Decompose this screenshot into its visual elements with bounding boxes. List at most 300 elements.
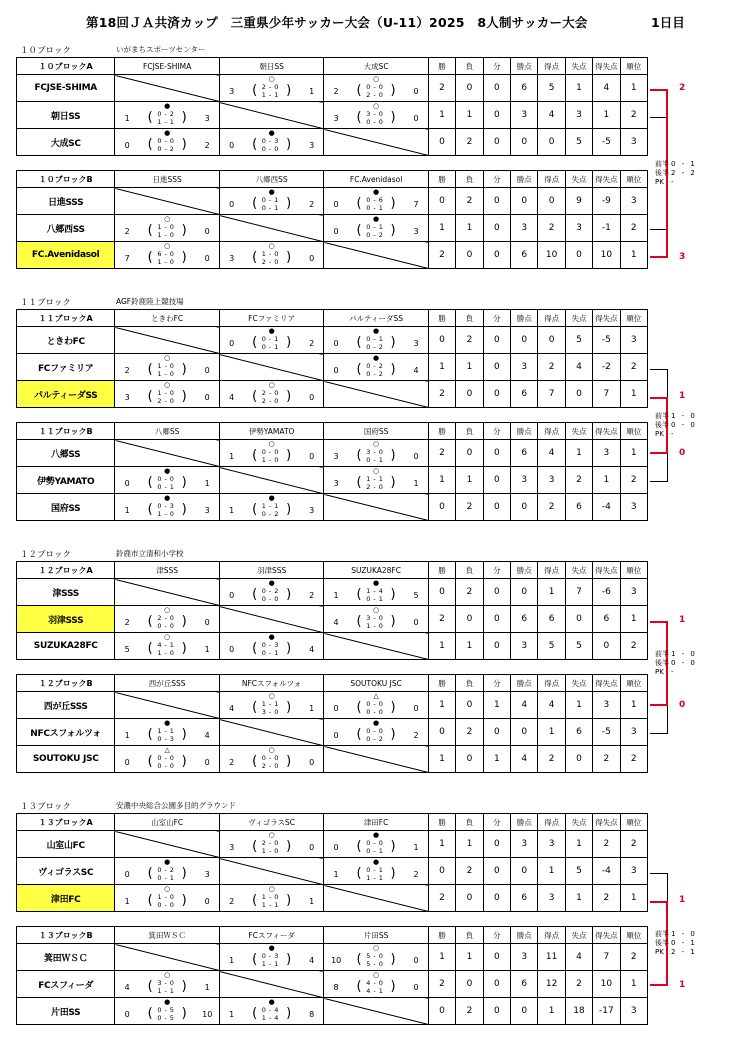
first-half-score: 3-0 bbox=[366, 614, 386, 622]
match-result bbox=[115, 467, 218, 493]
score-against: 2 bbox=[309, 591, 315, 600]
paren-left: ( bbox=[147, 223, 153, 238]
result-mark: ○ bbox=[164, 885, 171, 893]
second-half-score: 0-1 bbox=[261, 204, 282, 212]
stat-win: 1 bbox=[428, 692, 455, 719]
stat-header-gd: 得失点 bbox=[593, 58, 620, 75]
paren-left: ( bbox=[147, 475, 153, 490]
first-half-score: 0-6 bbox=[366, 196, 386, 204]
team-row bbox=[17, 885, 648, 912]
self-match-cell bbox=[115, 692, 219, 719]
stat-header-pts: 勝点 bbox=[511, 171, 538, 188]
first-half-score: 1-4 bbox=[366, 587, 386, 595]
result-mark: ○ bbox=[268, 381, 275, 389]
stat-rank: 2 bbox=[620, 633, 647, 660]
stat-gf: 4 bbox=[538, 102, 565, 129]
score-against: 1 bbox=[309, 704, 315, 713]
final-second-value: 0 - 0 bbox=[671, 658, 697, 667]
match-result bbox=[220, 579, 323, 605]
second-half-score: 1-0 bbox=[261, 847, 282, 855]
team-row bbox=[17, 944, 648, 971]
stat-rank: 1 bbox=[620, 75, 647, 102]
match-result bbox=[115, 215, 218, 241]
final-first-label: 前半 bbox=[655, 929, 669, 938]
paren-left: ( bbox=[356, 866, 362, 881]
group-name: １０ブロックB bbox=[17, 171, 115, 188]
paren-right: ) bbox=[390, 475, 396, 490]
stat-pts: 6 bbox=[511, 75, 538, 102]
final-pk-value: - bbox=[671, 177, 676, 186]
stat-loss: 1 bbox=[456, 102, 483, 129]
match-result bbox=[324, 440, 427, 466]
result-mark: ● bbox=[268, 579, 275, 587]
final-second-line bbox=[655, 939, 711, 948]
score-for: 1 bbox=[229, 1010, 235, 1019]
stat-rank: 1 bbox=[620, 606, 647, 633]
team-row bbox=[17, 998, 648, 1025]
stat-loss: 2 bbox=[456, 719, 483, 746]
second-half-score: 1-0 bbox=[157, 258, 177, 266]
score-against: 3 bbox=[309, 141, 315, 150]
self-match-cell bbox=[219, 971, 323, 998]
score-against: 8 bbox=[309, 1010, 315, 1019]
self-match-cell bbox=[324, 242, 428, 269]
group-header-row bbox=[17, 310, 648, 327]
score-against: 3 bbox=[204, 870, 210, 879]
team-row bbox=[17, 75, 648, 102]
group-name: １２ブロックB bbox=[17, 675, 115, 692]
first-half-score: 2-0 bbox=[261, 83, 282, 91]
second-half-score: 3-0 bbox=[261, 708, 282, 716]
match-result bbox=[115, 102, 218, 128]
match-cell bbox=[219, 381, 323, 408]
half-scores bbox=[258, 250, 286, 266]
first-half-score: 0-3 bbox=[157, 502, 177, 510]
stat-pts: 4 bbox=[511, 746, 538, 773]
result-mark: ○ bbox=[164, 381, 171, 389]
paren-right: ) bbox=[181, 1006, 187, 1021]
half-scores bbox=[153, 979, 181, 995]
stat-gf: 4 bbox=[538, 692, 565, 719]
paren-left: ( bbox=[252, 641, 258, 656]
stat-header-rank: 順位 bbox=[620, 927, 647, 944]
stat-gd: -17 bbox=[593, 998, 620, 1025]
paren-left: ( bbox=[356, 700, 362, 715]
match-cell bbox=[219, 633, 323, 660]
stat-rank: 3 bbox=[620, 327, 647, 354]
paren-right: ) bbox=[286, 893, 292, 908]
stat-gf: 1 bbox=[538, 719, 565, 746]
group-name: １２ブロックA bbox=[17, 562, 115, 579]
stat-rank: 1 bbox=[620, 692, 647, 719]
paren-right: ) bbox=[286, 641, 292, 656]
score-for: 0 bbox=[333, 227, 339, 236]
stat-gf: 2 bbox=[538, 354, 565, 381]
stat-header-draw: 分 bbox=[483, 423, 510, 440]
stat-draw: 0 bbox=[483, 215, 510, 242]
score-against: 0 bbox=[413, 114, 419, 123]
stat-draw: 0 bbox=[483, 129, 510, 156]
stat-pts: 3 bbox=[511, 633, 538, 660]
result-mark: ● bbox=[268, 129, 275, 137]
stat-draw: 0 bbox=[483, 327, 510, 354]
result-mark: ○ bbox=[373, 606, 380, 614]
team-row bbox=[17, 242, 648, 269]
stat-pts: 0 bbox=[511, 579, 538, 606]
stat-draw: 0 bbox=[483, 719, 510, 746]
paren-left: ( bbox=[356, 362, 362, 377]
stat-win: 2 bbox=[428, 606, 455, 633]
self-match-cell bbox=[219, 467, 323, 494]
result-mark: ○ bbox=[268, 242, 275, 250]
score-for: 0 bbox=[124, 870, 130, 879]
group-table bbox=[16, 674, 648, 773]
paren-left: ( bbox=[147, 866, 153, 881]
stat-ga: 4 bbox=[565, 354, 592, 381]
stat-gf: 1 bbox=[538, 998, 565, 1025]
final-second-line bbox=[655, 169, 711, 178]
paren-right: ) bbox=[390, 196, 396, 211]
match-result bbox=[324, 188, 427, 214]
half-scores bbox=[153, 893, 181, 909]
stat-loss: 0 bbox=[456, 692, 483, 719]
self-match-cell bbox=[219, 858, 323, 885]
final-score-top: 1 bbox=[679, 615, 686, 625]
stat-rank: 3 bbox=[620, 494, 647, 521]
first-half-score: 3-0 bbox=[157, 979, 177, 987]
stat-rank: 2 bbox=[620, 215, 647, 242]
paren-left: ( bbox=[252, 1006, 258, 1021]
result-mark: ● bbox=[373, 188, 380, 196]
stat-pts: 3 bbox=[511, 944, 538, 971]
second-half-score: 2-0 bbox=[366, 483, 386, 491]
stat-ga: 3 bbox=[565, 102, 592, 129]
stat-header-pts: 勝点 bbox=[511, 675, 538, 692]
group-header-row bbox=[17, 171, 648, 188]
score-against: 3 bbox=[413, 227, 419, 236]
stat-pts: 6 bbox=[511, 440, 538, 467]
stat-pts: 6 bbox=[511, 242, 538, 269]
match-cell bbox=[324, 354, 428, 381]
score-for: 1 bbox=[124, 731, 130, 740]
score-for: 0 bbox=[124, 141, 130, 150]
stat-rank: 1 bbox=[620, 440, 647, 467]
stat-header-win: 勝 bbox=[428, 927, 455, 944]
stat-pts: 6 bbox=[511, 381, 538, 408]
stat-pts: 3 bbox=[511, 467, 538, 494]
final-first-value: 1 - 0 bbox=[671, 649, 697, 658]
first-half-score: 0-1 bbox=[366, 335, 386, 343]
final-pk-line bbox=[655, 948, 711, 957]
match-result bbox=[324, 579, 427, 605]
half-scores bbox=[153, 614, 181, 630]
match-result bbox=[324, 215, 427, 241]
result-mark: ○ bbox=[268, 692, 275, 700]
opponent-header: SUZUKA28FC bbox=[324, 562, 428, 579]
first-half-score: 1-0 bbox=[261, 250, 282, 258]
result-mark: ○ bbox=[373, 440, 380, 448]
paren-right: ) bbox=[181, 866, 187, 881]
stat-pts: 6 bbox=[511, 606, 538, 633]
second-half-score: 0-0 bbox=[366, 708, 386, 716]
self-match-cell bbox=[115, 75, 219, 102]
score-against: 0 bbox=[204, 897, 210, 906]
stat-ga: 5 bbox=[565, 129, 592, 156]
half-scores bbox=[258, 335, 286, 351]
second-half-score: 0-1 bbox=[261, 649, 282, 657]
stat-gf: 10 bbox=[538, 242, 565, 269]
stat-header-gf: 得点 bbox=[538, 675, 565, 692]
final-pk-line bbox=[655, 178, 711, 187]
second-half-score: 1-1 bbox=[157, 987, 177, 995]
match-result bbox=[115, 494, 218, 520]
stat-ga: 1 bbox=[565, 885, 592, 912]
stat-rank: 2 bbox=[620, 831, 647, 858]
final-score-top: 2 bbox=[679, 83, 686, 93]
match-cell bbox=[219, 944, 323, 971]
team-row bbox=[17, 579, 648, 606]
stat-header-pts: 勝点 bbox=[511, 562, 538, 579]
paren-right: ) bbox=[390, 110, 396, 125]
stat-pts: 3 bbox=[511, 102, 538, 129]
paren-right: ) bbox=[181, 727, 187, 742]
final-second-label: 後半 bbox=[655, 658, 669, 667]
score-for: 3 bbox=[333, 479, 339, 488]
paren-right: ) bbox=[390, 979, 396, 994]
stat-rank: 3 bbox=[620, 129, 647, 156]
stat-header-loss: 負 bbox=[456, 562, 483, 579]
stat-draw: 0 bbox=[483, 242, 510, 269]
paren-left: ( bbox=[252, 700, 258, 715]
block-header bbox=[20, 296, 420, 308]
half-scores bbox=[258, 502, 286, 518]
half-scores bbox=[362, 448, 390, 464]
final-second-value: 2 - 2 bbox=[671, 168, 697, 177]
paren-left: ( bbox=[356, 727, 362, 742]
stat-rank: 3 bbox=[620, 188, 647, 215]
score-against: 3 bbox=[413, 339, 419, 348]
stat-rank: 2 bbox=[620, 746, 647, 773]
paren-right: ) bbox=[390, 839, 396, 854]
block-name: １３ブロック bbox=[20, 802, 71, 812]
stat-ga: 0 bbox=[565, 381, 592, 408]
first-half-score: 0-3 bbox=[261, 952, 282, 960]
stat-loss: 0 bbox=[456, 242, 483, 269]
first-half-score: 0-0 bbox=[366, 839, 386, 847]
paren-right: ) bbox=[181, 110, 187, 125]
stat-draw: 0 bbox=[483, 971, 510, 998]
second-half-score: 0-0 bbox=[366, 118, 386, 126]
stat-win: 0 bbox=[428, 719, 455, 746]
first-half-score: 2-0 bbox=[261, 389, 282, 397]
match-cell bbox=[324, 858, 428, 885]
second-half-score: 4-1 bbox=[366, 987, 386, 995]
stat-rank: 1 bbox=[620, 885, 647, 912]
stat-loss: 0 bbox=[456, 440, 483, 467]
stat-loss: 0 bbox=[456, 885, 483, 912]
final-first-line bbox=[655, 412, 711, 421]
score-against: 2 bbox=[413, 731, 419, 740]
score-for: 3 bbox=[333, 452, 339, 461]
first-half-score: 0-1 bbox=[366, 866, 386, 874]
stat-header-pts: 勝点 bbox=[511, 310, 538, 327]
team-row bbox=[17, 354, 648, 381]
team-row bbox=[17, 692, 648, 719]
first-half-score: 0-0 bbox=[366, 727, 386, 735]
score-against: 0 bbox=[413, 618, 419, 627]
venue-name: 鈴鹿市立清和小学校 bbox=[116, 549, 184, 558]
stat-loss: 2 bbox=[456, 188, 483, 215]
stat-gd: 2 bbox=[593, 831, 620, 858]
first-half-score: 0-1 bbox=[261, 335, 282, 343]
stat-header-draw: 分 bbox=[483, 814, 510, 831]
match-result bbox=[115, 606, 218, 632]
stat-gf: 11 bbox=[538, 944, 565, 971]
final-pk-label: PK bbox=[655, 429, 664, 438]
paren-right: ) bbox=[286, 335, 292, 350]
team-row bbox=[17, 719, 648, 746]
final-first-line bbox=[655, 930, 711, 939]
stat-loss: 1 bbox=[456, 633, 483, 660]
first-half-score: 0-5 bbox=[157, 1006, 177, 1014]
second-half-score: 0-1 bbox=[157, 874, 177, 882]
half-scores bbox=[362, 335, 390, 351]
score-against: 1 bbox=[309, 897, 315, 906]
stat-draw: 1 bbox=[483, 692, 510, 719]
self-match-cell bbox=[324, 494, 428, 521]
half-scores bbox=[153, 754, 181, 770]
result-mark: ○ bbox=[373, 75, 380, 83]
score-for: 2 bbox=[229, 758, 235, 767]
stat-rank: 3 bbox=[620, 858, 647, 885]
paren-right: ) bbox=[286, 250, 292, 265]
score-against: 5 bbox=[413, 591, 419, 600]
paren-left: ( bbox=[147, 1006, 153, 1021]
team-name: SUZUKA28FC bbox=[17, 633, 115, 660]
stat-header-draw: 分 bbox=[483, 562, 510, 579]
first-half-score: 0-0 bbox=[366, 83, 386, 91]
stat-header-gf: 得点 bbox=[538, 814, 565, 831]
final-score-bottom: 0 bbox=[679, 448, 686, 458]
group-table bbox=[16, 422, 648, 521]
stat-header-rank: 順位 bbox=[620, 423, 647, 440]
stat-draw: 0 bbox=[483, 633, 510, 660]
score-against: 1 bbox=[309, 87, 315, 96]
team-row bbox=[17, 746, 648, 773]
group-table bbox=[16, 170, 648, 269]
team-name: 国府SS bbox=[17, 494, 115, 521]
paren-left: ( bbox=[147, 250, 153, 265]
half-scores bbox=[153, 362, 181, 378]
stat-pts: 0 bbox=[511, 494, 538, 521]
match-cell bbox=[324, 215, 428, 242]
paren-right: ) bbox=[390, 866, 396, 881]
team-name: 西が丘SSS bbox=[17, 692, 115, 719]
match-cell bbox=[115, 381, 219, 408]
stat-header-pts: 勝点 bbox=[511, 423, 538, 440]
result-mark: ● bbox=[373, 719, 380, 727]
stat-gd: 4 bbox=[593, 75, 620, 102]
stat-draw: 0 bbox=[483, 606, 510, 633]
stat-header-win: 勝 bbox=[428, 58, 455, 75]
team-row bbox=[17, 381, 648, 408]
venue-name: 安濃中央総合公園多目的グラウンド bbox=[116, 801, 236, 810]
paren-right: ) bbox=[390, 223, 396, 238]
stat-pts: 3 bbox=[511, 831, 538, 858]
half-scores bbox=[362, 362, 390, 378]
stat-pts: 0 bbox=[511, 719, 538, 746]
second-half-score: 1-0 bbox=[366, 622, 386, 630]
paren-right: ) bbox=[181, 641, 187, 656]
stat-ga: 9 bbox=[565, 188, 592, 215]
stat-header-loss: 負 bbox=[456, 171, 483, 188]
first-half-score: 3-0 bbox=[366, 448, 386, 456]
paren-left: ( bbox=[147, 727, 153, 742]
team-row bbox=[17, 467, 648, 494]
stat-header-ga: 失点 bbox=[565, 927, 592, 944]
stat-pts: 6 bbox=[511, 885, 538, 912]
stat-ga: 0 bbox=[565, 606, 592, 633]
match-result bbox=[324, 102, 427, 128]
half-scores bbox=[258, 839, 286, 855]
stat-gf: 12 bbox=[538, 971, 565, 998]
team-row bbox=[17, 129, 648, 156]
second-half-score: 0-1 bbox=[366, 847, 386, 855]
result-mark: △ bbox=[164, 746, 170, 754]
match-cell bbox=[115, 354, 219, 381]
paren-left: ( bbox=[252, 754, 258, 769]
half-scores bbox=[153, 223, 181, 239]
stat-pts: 0 bbox=[511, 998, 538, 1025]
stat-header-gf: 得点 bbox=[538, 927, 565, 944]
team-name: ヴィゴラスSC bbox=[17, 858, 115, 885]
stat-loss: 2 bbox=[456, 579, 483, 606]
first-half-score: 1-1 bbox=[157, 727, 177, 735]
score-for: 7 bbox=[124, 254, 130, 263]
paren-right: ) bbox=[286, 754, 292, 769]
stat-loss: 1 bbox=[456, 467, 483, 494]
stat-gf: 0 bbox=[538, 327, 565, 354]
block-name: １１ブロック bbox=[20, 298, 71, 308]
match-cell bbox=[115, 606, 219, 633]
paren-right: ) bbox=[286, 1006, 292, 1021]
match-cell bbox=[324, 467, 428, 494]
match-result bbox=[115, 885, 218, 911]
match-cell bbox=[324, 971, 428, 998]
second-half-score: 2-0 bbox=[261, 397, 282, 405]
match-result bbox=[324, 327, 427, 353]
match-cell bbox=[115, 971, 219, 998]
first-half-score: 0-0 bbox=[157, 137, 177, 145]
stat-ga: 18 bbox=[565, 998, 592, 1025]
match-result bbox=[115, 354, 218, 380]
score-for: 3 bbox=[333, 114, 339, 123]
match-cell bbox=[115, 215, 219, 242]
stat-win: 2 bbox=[428, 440, 455, 467]
paren-right: ) bbox=[286, 83, 292, 98]
half-scores bbox=[258, 83, 286, 99]
score-against: 0 bbox=[204, 618, 210, 627]
stat-win: 1 bbox=[428, 102, 455, 129]
first-half-score: 4-1 bbox=[157, 641, 177, 649]
team-name: FC.Avenidasol bbox=[17, 242, 115, 269]
stat-win: 2 bbox=[428, 971, 455, 998]
opponent-header: SOUTOKU JSC bbox=[324, 675, 428, 692]
self-match-cell bbox=[324, 633, 428, 660]
score-against: 3 bbox=[204, 506, 210, 515]
result-mark: ● bbox=[164, 858, 171, 866]
result-mark: ● bbox=[268, 494, 275, 502]
